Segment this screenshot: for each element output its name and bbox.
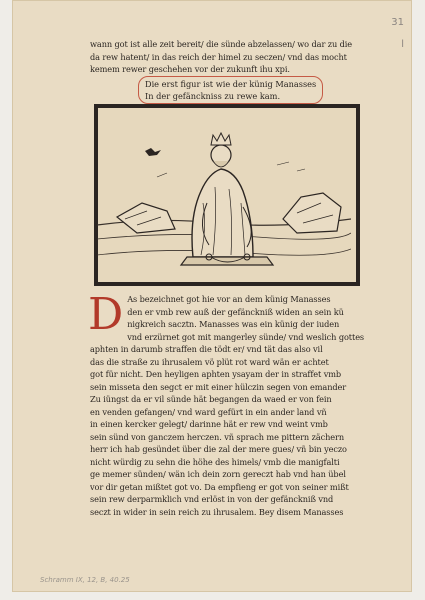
rubric-initial: D bbox=[88, 289, 124, 340]
body-line: in einen kercker gelegt/ darinne hät er rew vnd weint vmb bbox=[90, 419, 328, 429]
catalog-note: Schramm IX, 12, B, 40.25 bbox=[40, 576, 130, 584]
woodcut-illustration bbox=[94, 104, 360, 286]
body-line: sein misseta den segct er mit einer hülczin segen von emander bbox=[90, 381, 347, 392]
body-line: das die straße zu ihrusalem vö plüt rot ward wän er achtet bbox=[90, 356, 329, 367]
intro-line: kemem rewer geschehen vor der zukunft ihu xpi. bbox=[90, 64, 290, 74]
body-line: got für nicht. Den heyligen aphten ysayam der in straffet vmb bbox=[90, 369, 342, 379]
corner-mark-letter: l bbox=[401, 39, 404, 50]
intro-line: da rew hatent/ in das reich der himel zu seczen/ vnd das mocht bbox=[90, 51, 347, 62]
caption-line: Die erst figur ist wie der künig Manasses bbox=[145, 79, 317, 89]
body-line: herr ich hab gesündet über die zal der mere gues/ vñ bin yeczo bbox=[90, 444, 347, 454]
body-line: As bezeichnet got hie vor an dem künig Manasses bbox=[127, 294, 331, 304]
caption-line: In der gefänckniss zu rewe kam. bbox=[145, 91, 281, 101]
woodcut-drawing bbox=[97, 107, 351, 277]
body-line: en venden gefangen/ vnd ward gefürt in ein ander land vñ bbox=[90, 406, 327, 417]
body-line: vnd erzürnet got mit mangerley sünde/ vnd weslich gottes bbox=[127, 331, 365, 342]
intro-text bbox=[90, 38, 380, 76]
corner-mark-number: 31 bbox=[391, 17, 404, 28]
printed-page bbox=[12, 0, 412, 592]
body-line: sein rew derparmklich vnd erlöst in von der gefänckniß vnd bbox=[90, 494, 334, 504]
body-line: sein sünd von ganczem herczen. vñ sprach me pittern zächern bbox=[90, 431, 344, 442]
body-line: vor dir getan mißtet got vo. Da empfieng er got von seiner mißt bbox=[90, 481, 349, 492]
body-text bbox=[88, 289, 380, 518]
body-line: aphten in darumb straffen die tödt er/ vnd tät das also vil bbox=[90, 344, 323, 354]
rubric-caption bbox=[138, 76, 323, 104]
body-line: Zu iüngst da er vil sünde hät begangen da waed er von fein bbox=[90, 394, 332, 404]
body-line: nigkreich sacztn. Manasses was ein künig der iuden bbox=[127, 319, 340, 329]
body-line: nicht würdig zu sehn die höhe des himels/ vmb die manigfalti bbox=[90, 456, 340, 467]
body-line: seczt in wider in sein reich zu ihrusalem. Bey disem Manasses bbox=[90, 506, 344, 517]
body-line: den er vmb rew auß der gefänckniß widen an sein kü bbox=[127, 306, 344, 317]
corner-marks bbox=[391, 12, 404, 56]
body-line: ge memer sünden/ wän ich dein zorn gereczt hab vnd han übel bbox=[90, 469, 346, 479]
intro-line: wann got ist alle zeit bereit/ die sünde abzelassen/ wo dar zu die bbox=[90, 39, 353, 49]
